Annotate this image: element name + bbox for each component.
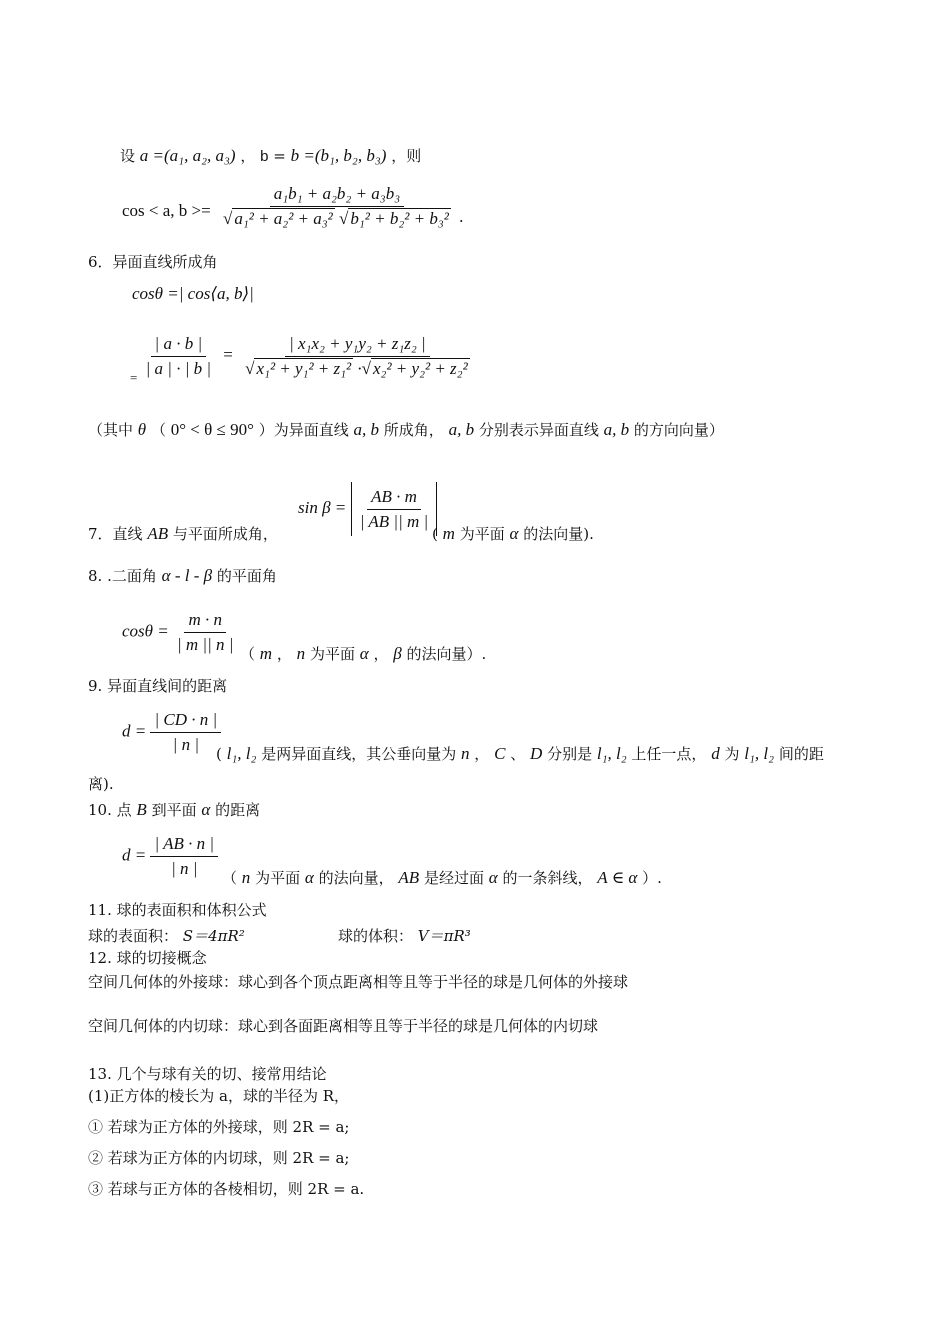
sec8-cos-lhs: cosθ = [122,621,169,641]
note-part-2: （ [150,421,166,439]
sec13-item-3: ③ 若球与正方体的各棱相切，则 2R = a. [88,1180,365,1198]
sec10-formula [122,834,218,879]
sec9-formula [122,710,221,755]
note-ab-3: a, b [603,420,630,439]
sin-denominator: | AB || m | [359,511,429,531]
sec10-n: n [241,868,251,887]
sec10-alpha-2: α [304,868,314,887]
section-13-heading: 13. 几个与球有关的切、接常用结论 [88,1065,327,1083]
sec10-alpha: α [201,800,211,819]
sec6-fraction-coords [241,334,474,379]
sin-numerator: AB · m [367,487,421,510]
sec9-l12-c: l₁, l₂ [744,744,775,763]
sec9-wrap: 离). [88,775,114,793]
sec6-vec-denominator: | a | · | b | [145,359,212,378]
sec6-coord-numerator: | x₁x₂ + y₁y₂ + z₁z₂ | [285,334,430,357]
section-7-tail [432,524,594,544]
sec9-t7: 为 [724,745,740,763]
sec10-text-1: 到平面 [151,801,197,819]
sec10-ab: AB [398,868,420,887]
sec6-fraction-vectors [142,334,215,379]
sec8-note [240,644,486,664]
sec11-surface [88,926,245,946]
equals-sign: = [273,147,286,165]
sec9-n: n [461,744,470,763]
sec8-t1: （ [240,645,256,663]
sec10-a-in-alpha: A ∈ α [597,868,638,887]
sec9-t4: 、 [510,745,526,763]
sec6-sqrt-2: x₂² + y₂² + z₂² [373,359,468,378]
cos-fraction [219,184,455,229]
sec11-volume [338,926,471,946]
note-part-4: 所成角， [383,421,444,439]
note-range: 0° < θ ≤ 90° [170,420,254,439]
sec8-t2: ， [276,645,292,663]
section-8-line [88,566,277,586]
sec9-t2: 是两异面直线，其公垂向量为 [261,745,457,763]
section-10-heading: 10. 点 [88,801,132,819]
cos-lhs: cos < a, b >= [122,201,211,221]
sec7-text-3: 为平面 [459,525,505,543]
sqrt-a-sum: a₁² + a₂² + a₃² [234,209,333,228]
sec10-t6: ）. [642,869,662,887]
vector-b-label: b [260,148,269,165]
sec8-numerator: m · n [184,610,226,633]
vector-b-definition: b =(b₁, b₂, b₃) [290,146,387,165]
cos-angle-formula [122,184,463,229]
sec8-beta: β [393,644,402,663]
sec7-text-1: 与平面所成角， [172,525,278,543]
sec10-t3: 的法向量， [318,869,394,887]
sec6-formula-2 [130,334,474,386]
sec9-d-point: D [530,744,543,763]
sec8-denominator: | m || n | [176,635,234,654]
sin-lhs: sin β = [298,497,347,517]
vector-definition-line [120,146,421,167]
abs-bar-left [351,482,352,536]
sec6-note [88,420,724,440]
sec9-t8: 间的距 [778,745,824,763]
sec10-note [222,868,662,888]
note-part-1: （其中 [88,421,134,439]
sec9-t6: 上任一点， [631,745,707,763]
sec12-inner-sphere: 空间几何体的内切球：球心到各面距离相等且等于半径的球是几何体的内切球 [88,1017,599,1035]
sec6-vec-numerator: | a · b | [151,334,207,357]
volume-label: 球的体积： [338,927,414,945]
sec6-sqrt-1: x₁² + y₁² + z₁² [256,359,352,378]
sec9-d-var: d [711,744,720,763]
sec8-alpha: α [359,644,369,663]
sec9-numerator: | CD · n | [150,710,221,733]
vector-a-definition: a =(a₁, a₂, a₃) [139,146,236,165]
section-10-line [88,800,260,820]
sec13-item-2: ② 若球为正方体的内切球，则 2R = a; [88,1149,350,1167]
sec7-text-2: ( [432,525,438,543]
note-ab-2: a, b [448,420,475,439]
sec8-t4: ， [373,645,389,663]
sec9-fraction [150,710,221,755]
sec10-b: B [136,800,147,819]
text-suffix: ，则 [391,147,422,165]
sec10-t2: 为平面 [255,869,301,887]
sec10-fraction [150,834,218,879]
note-part-5: 分别表示异面直线 [478,421,599,439]
sec8-t3: 为平面 [309,645,355,663]
sec8-text-1: 的平面角 [216,567,277,585]
sec12-outer-sphere: 空间几何体的外接球：球心到各个顶点距离相等且等于半径的球是几何体的外接球 [88,973,629,991]
section-6-heading: 6．异面直线所成角 [88,253,218,271]
sec10-text-2: 的距离 [215,801,261,819]
text-prefix: 设 [120,147,136,165]
note-part-3: ）为异面直线 [258,421,349,439]
sec9-l12-b: l₁, l₂ [596,744,627,763]
sec7-m: m [442,524,455,543]
sec6-formula-1: cosθ =| cos⟨a, b⟩| [132,284,254,303]
sec10-t5: 的一条斜线， [502,869,593,887]
sec9-t5: 分别是 [547,745,593,763]
sec10-t4: 是经过面 [423,869,484,887]
section-9-heading: 9. 异面直线间的距离 [88,677,228,695]
sec8-t5: 的法向量）. [406,645,487,663]
sec13-item-1: ① 若球为正方体的外接球，则 2R = a; [88,1118,350,1136]
sec9-t1: ( [216,745,222,763]
sec6-leading-equals: = [130,370,138,386]
formula-period: . [459,207,464,227]
cos-denominator: √ a₁² + a₂² + a₃² √ b₁² + b₂² + b₃² [222,209,449,228]
sec10-t1: （ [222,869,238,887]
note-ab-1: a, b [353,420,379,439]
sec9-t3: ， [474,745,490,763]
sec8-n: n [296,644,306,663]
sec7-sin-formula [298,482,437,536]
sec8-dihedral: α - l - β [161,566,213,585]
sin-fraction [356,487,432,532]
sec6-middle-equals: = [223,345,233,365]
sec7-text-4: 的法向量). [523,525,594,543]
sec10-numerator: | AB · n | [150,834,218,857]
sec10-alpha-3: α [488,868,498,887]
sec13-item-0: (1)正方体的棱长为 a，球的半径为 R， [88,1087,350,1105]
volume-formula: V＝πR³ [417,927,471,945]
sec8-fraction [173,610,237,655]
cos-numerator: a₁b₁ + a₂b₂ + a₃b₃ [270,184,404,207]
sec10-denominator: | n | [171,859,198,878]
section-11-heading: 11. 球的表面积和体积公式 [88,901,267,919]
note-theta: θ [137,420,147,439]
sec9-lhs: d = [122,721,147,741]
sec9-l12-a: l₁, l₂ [226,744,257,763]
sqrt-b-sum: b₁² + b₂² + b₃² [350,209,449,228]
sec7-alpha: α [509,524,519,543]
sec6-dot: · [357,359,362,378]
section-12-heading: 12. 球的切接概念 [88,949,207,967]
sec8-cos-formula [122,610,237,655]
note-part-6: 的方向向量） [633,421,724,439]
section-7-line [88,524,278,544]
surface-label: 球的表面积： [88,927,179,945]
section-8-heading: 8. .二面角 [88,567,157,585]
sec9-denominator: | n | [172,735,200,754]
sec7-ab: AB [147,524,169,543]
section-7-heading: 7．直线 [88,525,143,543]
surface-formula: S＝4πR² [182,927,245,945]
sec9-note [216,744,824,764]
sec6-coord-denominator: √ x₁² + y₁² + z₁² ·√ x₂² + y₂² + z₂² [245,359,468,378]
sec10-lhs: d = [122,845,147,865]
sec9-c: C [494,744,506,763]
sec8-m: m [259,644,273,663]
text-separator: ， [240,147,256,165]
